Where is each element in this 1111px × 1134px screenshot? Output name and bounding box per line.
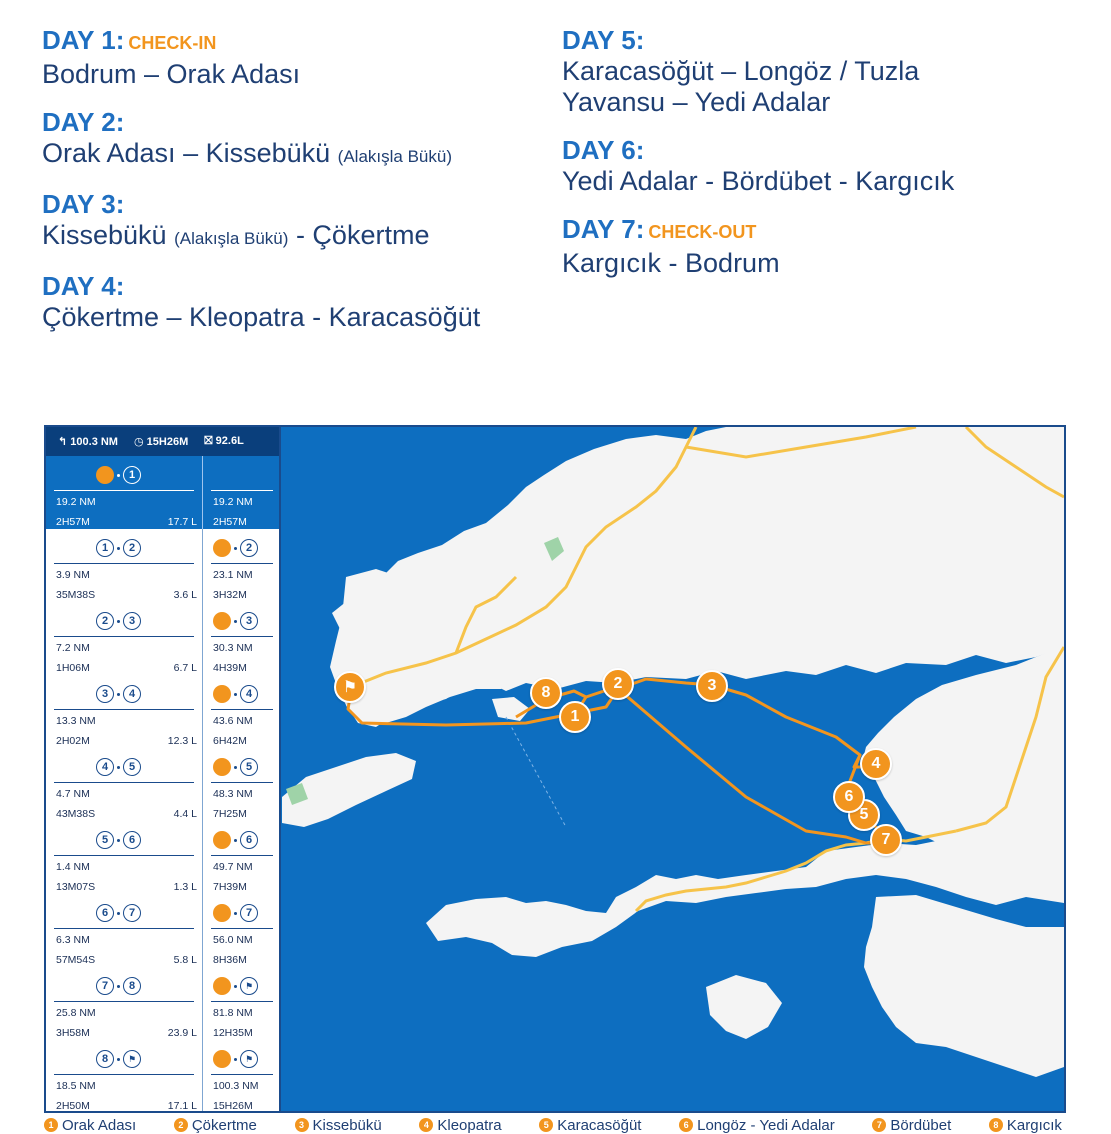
stop-number-badge: 3 xyxy=(123,612,141,630)
cumulative-duration: 6H42M xyxy=(213,735,247,747)
cumulative-stops xyxy=(213,612,258,630)
stop-number-badge: 2 xyxy=(123,539,141,557)
legend-number: 8 xyxy=(989,1118,1003,1132)
day-7 xyxy=(562,213,1102,279)
legend-label: Kleopatra xyxy=(437,1116,502,1134)
legend-number: 3 xyxy=(295,1118,309,1132)
legend-number: 1 xyxy=(44,1118,58,1132)
legend-item xyxy=(989,1117,1062,1134)
leg-distance: 7.2 NM xyxy=(56,642,90,654)
cumulative-cell[interactable] xyxy=(202,602,279,675)
day-1-route: Bodrum – Orak Adası xyxy=(42,59,301,89)
cumulative-cell[interactable] xyxy=(202,748,279,821)
map-marker-3[interactable]: 3 xyxy=(696,670,728,702)
day-3-route: Kissebükü (Alakışla Bükü) - Çökertme xyxy=(42,220,430,250)
cumulative-duration: 12H35M xyxy=(213,1027,253,1039)
summary-duration: ◷ 15H26M xyxy=(133,436,189,448)
cumulative-duration: 15H26M xyxy=(213,1100,253,1112)
day-6-title: DAY 6: xyxy=(562,135,645,165)
leg-duration: 57M54S xyxy=(56,954,96,966)
cumulative-cell[interactable] xyxy=(202,821,279,894)
stop-number-badge: 5 xyxy=(96,831,114,849)
cumulative-duration: 7H25M xyxy=(213,808,247,820)
leg-duration: 13M07S xyxy=(56,881,96,893)
separator-dot xyxy=(234,693,237,696)
map-marker-2[interactable]: 2 xyxy=(602,668,634,700)
leg-stops xyxy=(96,977,141,995)
divider xyxy=(211,1074,273,1075)
leg-duration: 2H50M xyxy=(56,1100,90,1112)
leg-fuel: 23.9 L xyxy=(167,1027,197,1039)
cumulative-cell[interactable] xyxy=(202,1040,279,1113)
stop-number-badge: 3 xyxy=(240,612,258,630)
leg-distance: 19.2 NM xyxy=(56,496,96,508)
stop-number-badge: 7 xyxy=(96,977,114,995)
map-legend xyxy=(44,1116,1066,1134)
divider xyxy=(211,636,273,637)
leg-row[interactable] xyxy=(46,456,279,529)
separator-dot xyxy=(117,620,120,623)
day-6 xyxy=(562,134,1102,197)
cumulative-distance: 48.3 NM xyxy=(213,788,253,800)
legend-label: Orak Adası xyxy=(62,1116,137,1134)
stop-number-badge: 5 xyxy=(123,758,141,776)
leg-fuel: 3.6 L xyxy=(173,589,197,601)
divider xyxy=(54,782,194,783)
separator-dot xyxy=(234,1058,237,1061)
leg-fuel: 6.7 L xyxy=(173,662,197,674)
leg-segment-cell[interactable] xyxy=(46,894,201,967)
divider xyxy=(54,928,194,929)
divider xyxy=(54,490,194,491)
flag-icon: ⚑ xyxy=(123,1050,141,1068)
legend-item xyxy=(872,1117,951,1134)
map-marker-8[interactable]: 8 xyxy=(530,677,562,709)
stop-number-badge: 7 xyxy=(240,904,258,922)
start-dot-icon xyxy=(213,612,231,630)
legend-label: Kissebükü xyxy=(312,1116,382,1134)
start-dot-icon xyxy=(96,466,114,484)
stop-number-badge: 8 xyxy=(123,977,141,995)
day-3 xyxy=(42,188,552,254)
itinerary-right-column xyxy=(562,24,1102,295)
legend-label: Çökertme xyxy=(191,1116,257,1134)
legend-number: 7 xyxy=(872,1118,886,1132)
map-marker-7[interactable]: 7 xyxy=(870,824,902,856)
legend-item xyxy=(44,1117,136,1134)
stop-number-badge: 4 xyxy=(96,758,114,776)
cumulative-cell[interactable] xyxy=(202,675,279,748)
route-stats-panel xyxy=(46,427,281,1111)
legend-number: 2 xyxy=(174,1118,188,1132)
cumulative-duration: 3H32M xyxy=(213,589,247,601)
cumulative-duration: 2H57M xyxy=(213,516,247,528)
summary-fuel: ⛝ 92.6L xyxy=(204,435,244,447)
divider xyxy=(211,490,273,491)
separator-dot xyxy=(117,547,120,550)
divider xyxy=(211,928,273,929)
day-2 xyxy=(42,106,552,172)
start-dot-icon xyxy=(213,831,231,849)
divider xyxy=(211,709,273,710)
cumulative-distance: 81.8 NM xyxy=(213,1007,253,1019)
cumulative-stops xyxy=(213,904,258,922)
east-peninsula xyxy=(862,637,1064,857)
cumulative-duration: 8H36M xyxy=(213,954,247,966)
stop-number-badge: 3 xyxy=(96,685,114,703)
legend-number: 4 xyxy=(419,1118,433,1132)
flag-icon: ⚑ xyxy=(240,977,258,995)
leg-duration: 3H58M xyxy=(56,1027,90,1039)
map-marker-start[interactable] xyxy=(334,671,366,703)
day-2-title: DAY 2: xyxy=(42,107,125,137)
day-7-route: Kargıcık - Bodrum xyxy=(562,248,780,278)
leg-row[interactable] xyxy=(46,602,279,675)
map-marker-4[interactable]: 4 xyxy=(860,748,892,780)
day-7-title: DAY 7: xyxy=(562,214,645,244)
legend-number: 6 xyxy=(679,1118,693,1132)
separator-dot xyxy=(234,839,237,842)
flag-icon: ⚑ xyxy=(342,679,358,696)
leg-duration: 1H06M xyxy=(56,662,90,674)
leg-row[interactable] xyxy=(46,967,279,1040)
leg-fuel: 4.4 L xyxy=(173,808,197,820)
stop-number-badge: 4 xyxy=(240,685,258,703)
route-map[interactable] xyxy=(44,425,1066,1113)
leg-fuel: 12.3 L xyxy=(167,735,197,747)
cumulative-distance: 19.2 NM xyxy=(213,496,253,508)
start-dot-icon xyxy=(213,904,231,922)
leg-distance: 4.7 NM xyxy=(56,788,90,800)
leg-stops xyxy=(96,1050,141,1068)
leg-duration: 2H02M xyxy=(56,735,90,747)
clock-icon: ◷ xyxy=(133,436,144,448)
start-dot-icon xyxy=(213,758,231,776)
legend-item xyxy=(679,1117,835,1134)
leg-distance: 3.9 NM xyxy=(56,569,90,581)
leg-row[interactable] xyxy=(46,675,279,748)
leg-stops xyxy=(96,685,141,703)
day-5-title: DAY 5: xyxy=(562,25,645,55)
leg-duration: 35M38S xyxy=(56,589,96,601)
leg-fuel: 1.3 L xyxy=(173,881,197,893)
legend-label: Bördübet xyxy=(890,1116,952,1134)
separator-dot xyxy=(234,547,237,550)
leg-segment-cell[interactable] xyxy=(46,1040,201,1113)
leg-segment-cell[interactable] xyxy=(46,529,201,602)
day-4-title: DAY 4: xyxy=(42,271,125,301)
cumulative-duration: 4H39M xyxy=(213,662,247,674)
leg-stops xyxy=(96,831,141,849)
leg-row[interactable] xyxy=(46,894,279,967)
separator-dot xyxy=(117,1058,120,1061)
divider xyxy=(211,782,273,783)
leg-row[interactable] xyxy=(46,1040,279,1113)
leg-distance: 6.3 NM xyxy=(56,934,90,946)
route-summary-bar xyxy=(46,427,279,456)
day-4-route: Çökertme – Kleopatra - Karacasöğüt xyxy=(42,302,481,332)
separator-dot xyxy=(234,766,237,769)
separator-dot xyxy=(117,839,120,842)
day-6-route: Yedi Adalar - Bördübet - Kargıcık xyxy=(562,166,955,196)
leg-stops xyxy=(96,612,141,630)
cumulative-cell[interactable] xyxy=(202,456,279,529)
divider xyxy=(54,1001,194,1002)
map-marker-6[interactable]: 6 xyxy=(833,781,865,813)
day-2-route: Orak Adası – Kissebükü (Alakışla Bükü) xyxy=(42,138,452,168)
cumulative-duration: 7H39M xyxy=(213,881,247,893)
legend-item xyxy=(295,1117,382,1134)
flag-icon: ⚑ xyxy=(240,1050,258,1068)
cumulative-distance: 30.3 NM xyxy=(213,642,253,654)
leg-segment-cell[interactable] xyxy=(46,675,201,748)
legend-number: 5 xyxy=(539,1118,553,1132)
leg-row[interactable] xyxy=(46,821,279,894)
map-marker-5[interactable]: 5 xyxy=(848,799,880,831)
separator-dot xyxy=(234,912,237,915)
land-layer xyxy=(281,427,1064,1077)
day-5-route-2: Yavansu – Yedi Adalar xyxy=(562,87,831,117)
check-out-tag: CHECK-OUT xyxy=(648,222,757,242)
legend-label: Karacasöğüt xyxy=(557,1116,642,1134)
stop-number-badge: 6 xyxy=(123,831,141,849)
cumulative-distance: 56.0 NM xyxy=(213,934,253,946)
leg-fuel: 17.1 L xyxy=(167,1100,197,1112)
leg-segment-cell[interactable] xyxy=(46,748,201,821)
route-icon: ↰ xyxy=(58,436,68,448)
leg-duration: 2H57M xyxy=(56,516,90,528)
cumulative-stops xyxy=(213,1050,258,1068)
leg-fuel: 5.8 L xyxy=(173,954,197,966)
stop-number-badge: 8 xyxy=(96,1050,114,1068)
leg-segment-cell[interactable] xyxy=(46,821,201,894)
separator-dot xyxy=(117,985,120,988)
divider xyxy=(54,563,194,564)
legend-item xyxy=(539,1117,641,1134)
legend-item xyxy=(174,1117,257,1134)
cumulative-stops xyxy=(213,758,258,776)
leg-distance: 1.4 NM xyxy=(56,861,90,873)
itinerary-left-column xyxy=(42,24,552,349)
divider xyxy=(211,563,273,564)
divider xyxy=(54,855,194,856)
cumulative-distance: 100.3 NM xyxy=(213,1080,259,1092)
separator-dot xyxy=(117,912,120,915)
start-dot-icon xyxy=(213,1050,231,1068)
cumulative-cell[interactable] xyxy=(202,894,279,967)
leg-stops xyxy=(96,904,141,922)
stop-number-badge: 4 xyxy=(123,685,141,703)
stop-number-badge: 2 xyxy=(240,539,258,557)
start-dot-icon xyxy=(213,539,231,557)
cumulative-stops xyxy=(213,977,258,995)
summary-distance: ↰ 100.3 NM xyxy=(58,436,118,448)
island-small xyxy=(492,697,530,721)
stop-number-badge: 6 xyxy=(96,904,114,922)
day-2-route-note: (Alakışla Bükü) xyxy=(337,147,452,166)
ferry-line xyxy=(506,717,566,827)
start-dot-icon xyxy=(213,977,231,995)
start-dot-icon xyxy=(213,685,231,703)
divider xyxy=(54,709,194,710)
legend-label: Longöz - Yedi Adalar xyxy=(697,1116,835,1134)
leg-stops xyxy=(96,539,141,557)
fuel-pump-icon: ⛝ xyxy=(204,435,213,447)
separator-dot xyxy=(234,985,237,988)
cumulative-distance: 49.7 NM xyxy=(213,861,253,873)
leg-distance: 13.3 NM xyxy=(56,715,96,727)
day-5-route: Karacasöğüt – Longöz / Tuzla xyxy=(562,56,920,86)
leg-stops xyxy=(96,758,141,776)
leg-segment-cell[interactable] xyxy=(46,967,201,1040)
day-1-title: DAY 1: xyxy=(42,25,125,55)
day-4 xyxy=(42,270,552,333)
separator-dot xyxy=(234,620,237,623)
stop-number-badge: 2 xyxy=(96,612,114,630)
stop-number-badge: 6 xyxy=(240,831,258,849)
divider xyxy=(211,1001,273,1002)
day-3-route-note: (Alakışla Bükü) xyxy=(174,229,289,248)
leg-fuel: 17.7 L xyxy=(167,516,197,528)
cumulative-cell[interactable] xyxy=(202,967,279,1040)
stop-number-badge: 7 xyxy=(123,904,141,922)
leg-segment-cell[interactable] xyxy=(46,456,201,529)
southeast-land xyxy=(864,895,1064,1077)
stop-number-badge: 5 xyxy=(240,758,258,776)
leg-stops xyxy=(96,466,141,484)
leg-row[interactable] xyxy=(46,529,279,602)
separator-dot xyxy=(117,474,120,477)
cumulative-stops xyxy=(213,831,258,849)
check-in-tag: CHECK-IN xyxy=(128,33,217,53)
divider xyxy=(54,1074,194,1075)
day-5 xyxy=(562,24,1102,118)
cumulative-cell[interactable] xyxy=(202,529,279,602)
island-south xyxy=(706,975,782,1039)
divider xyxy=(54,636,194,637)
leg-distance: 18.5 NM xyxy=(56,1080,96,1092)
stop-number-badge: 1 xyxy=(96,539,114,557)
leg-duration: 43M38S xyxy=(56,808,96,820)
separator-dot xyxy=(117,693,120,696)
day-3-title: DAY 3: xyxy=(42,189,125,219)
separator-dot xyxy=(117,766,120,769)
legend-label: Kargıcık xyxy=(1006,1116,1062,1134)
cumulative-stops xyxy=(213,539,258,557)
leg-distance: 25.8 NM xyxy=(56,1007,96,1019)
cumulative-distance: 43.6 NM xyxy=(213,715,253,727)
leg-segment-cell[interactable] xyxy=(46,602,201,675)
stop-number-badge: 1 xyxy=(123,466,141,484)
cumulative-distance: 23.1 NM xyxy=(213,569,253,581)
legend-item xyxy=(419,1117,501,1134)
divider xyxy=(211,855,273,856)
map-marker-1[interactable]: 1 xyxy=(559,701,591,733)
leg-row[interactable] xyxy=(46,748,279,821)
day-1 xyxy=(42,24,552,90)
cumulative-stops xyxy=(213,685,258,703)
